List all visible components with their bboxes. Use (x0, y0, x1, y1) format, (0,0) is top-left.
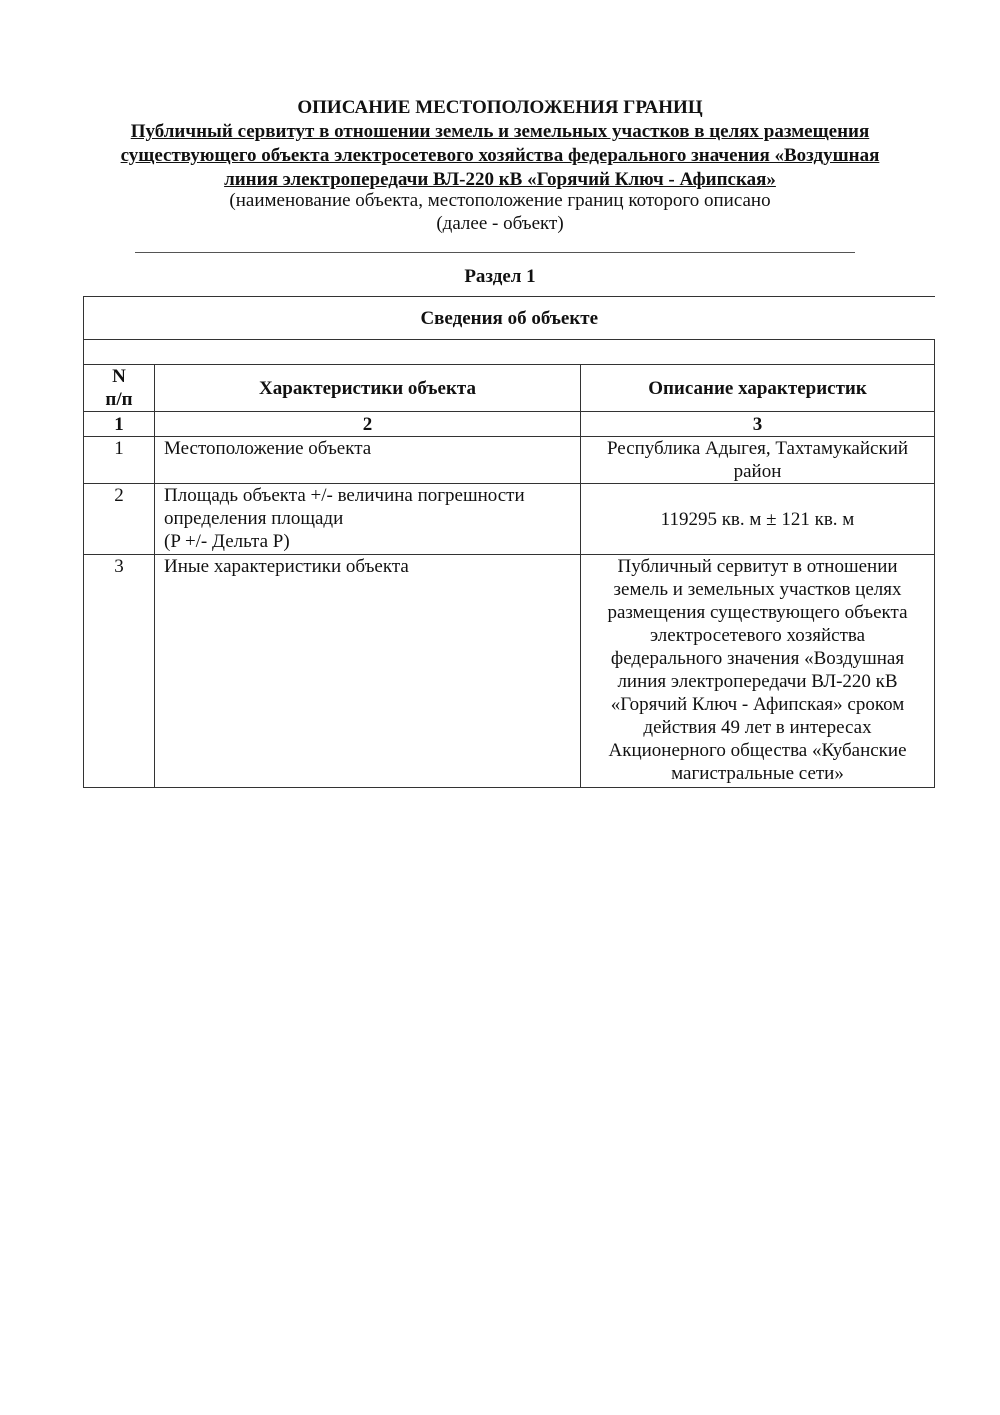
table-title-row (84, 297, 935, 340)
column-number: 1 (84, 412, 155, 437)
row-number: 2 (84, 484, 155, 555)
caption-line: (далее - объект) (436, 213, 564, 234)
object-info-table (83, 296, 935, 788)
document-heading: ОПИСАНИЕ МЕСТОПОЛОЖЕНИЯ ГРАНИЦ (297, 97, 703, 118)
section-title: Раздел 1 (464, 266, 536, 287)
column-number: 2 (155, 412, 581, 437)
header-characteristic: Характеристики объекта (155, 365, 581, 412)
table-header-row (84, 365, 935, 412)
column-number-row (84, 412, 935, 437)
table-blank-row (84, 340, 935, 365)
row-characteristic: Местоположение объекта (155, 437, 581, 484)
row-description: 119295 кв. м ± 121 кв. м (581, 484, 935, 555)
row-number: 3 (84, 555, 155, 788)
table-row (84, 437, 935, 484)
object-name-line: Публичный сервитут в отношении земель и земельных участков в целях размещения (130, 121, 870, 142)
row-description: Публичный сервитут в отношении земель и земельных участков целях размещения существующего объекта электросетевого хозяйства федерального значения «Воздушная линия электропередачи ВЛ-220 кВ «Горячий Ключ - Афипская» сроком действия 49 лет в интересах Акционерного общества «Кубанские магистральные сети» (581, 555, 935, 788)
header-description: Описание характеристик (581, 365, 935, 412)
row-number: 1 (84, 437, 155, 484)
column-number: 3 (581, 412, 935, 437)
separator-line (135, 252, 855, 253)
caption-line: (наименование объекта, местоположение границ которого описано (229, 190, 771, 211)
table-row (84, 555, 935, 788)
row-characteristic: Иные характеристики объекта (155, 555, 581, 788)
table-title: Сведения об объекте (84, 297, 935, 340)
row-description: Республика Адыгея, Тахтамукайский район (581, 437, 935, 484)
object-name-line: существующего объекта электросетевого хозяйства федерального значения «Воздушная (120, 145, 880, 166)
object-name-caption (0, 189, 1000, 235)
row-characteristic: Площадь объекта +/- величина погрешности определения площади (P +/- Дельта P) (155, 484, 581, 555)
object-name (0, 120, 1000, 192)
object-name-line: линия электропередачи ВЛ-220 кВ «Горячий Ключ - Афипская» (224, 169, 776, 190)
table-row (84, 484, 935, 555)
header-number: N п/п (84, 365, 155, 412)
